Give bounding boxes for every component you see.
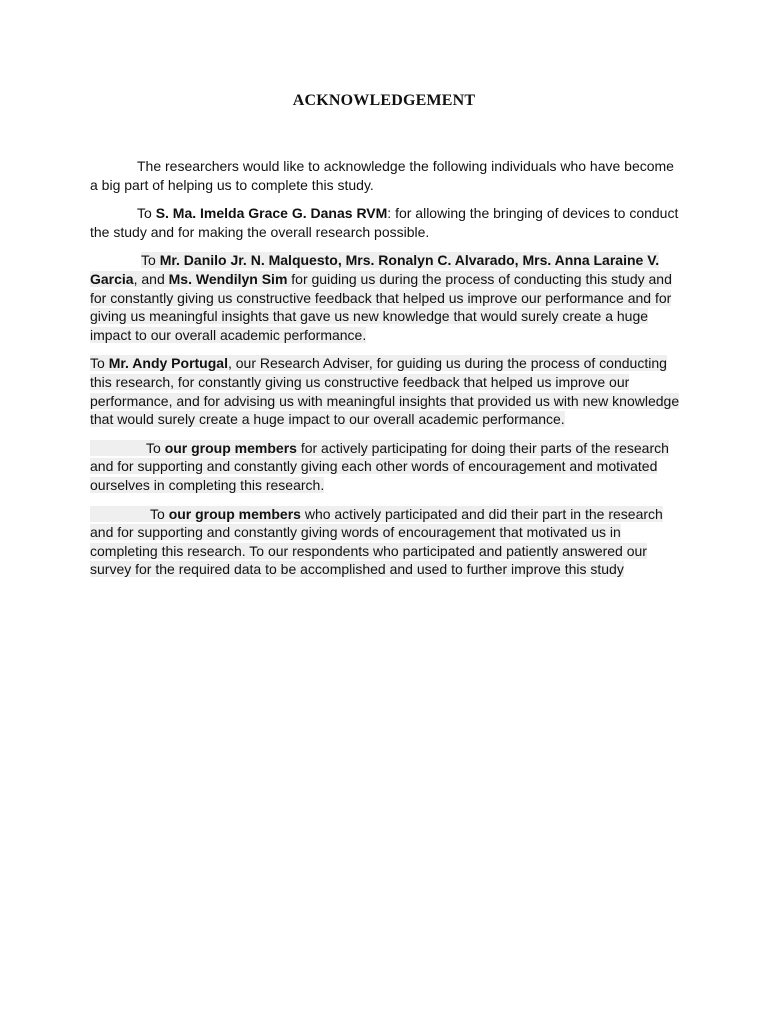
honoree-name: Ms. Wendilyn Sim: [168, 270, 288, 287]
paragraph-intro: [90, 157, 680, 194]
honoree-names: Mr. Danilo Jr. N. Malquesto, Mrs. Ronalyn C. Alvarado, Mrs. Anna Laraine V. Garcia: [90, 252, 660, 287]
paragraph-lead: To: [137, 205, 156, 222]
paragraph-group-respondents: [90, 505, 680, 579]
paragraph-lead: To: [90, 355, 109, 372]
paragraph-connector: , and: [133, 270, 169, 287]
paragraph-text: for actively participating for doing their parts of the research and for supporting and constantly giving each other words of encouragement and motivated ourselves in completing this research.: [90, 439, 669, 493]
paragraph-text: : for allowing the bringing of devices to conduct the study and for making the overall research possible.: [90, 205, 679, 240]
paragraph-teachers: [90, 251, 680, 344]
honoree-name: our group members: [168, 505, 301, 522]
honoree-name: S. Ma. Imelda Grace G. Danas RVM: [155, 205, 388, 222]
document-body: [90, 157, 680, 589]
paragraph-lead: To: [150, 505, 169, 522]
paragraph-adviser: [90, 354, 680, 428]
paragraph-text: for guiding us during the process of conducting this study and for constantly giving us constructive feedback that helped us improve our performance and for giving us meaningful insights that gave us new knowledge that would surely create a huge impact to our overall academic performance.: [90, 270, 672, 343]
paragraph-lead: To: [146, 439, 165, 456]
honoree-name: Mr. Andy Portugal: [108, 355, 228, 372]
paragraph-text: who actively participated and did their part in the research and for supporting and constantly giving words of encouragement that motivated us in completing this research. To our respondents who participated and patiently answered our survey for the required data to be accomplished and used to further improve this study: [90, 505, 663, 578]
paragraph-danas: [90, 204, 680, 241]
honoree-name: our group members: [164, 439, 297, 456]
page-title: ACKNOWLEDGEMENT: [292, 92, 476, 109]
paragraph-text: , our Research Adviser, for guiding us during the process of conducting this research, for constantly giving us constructive feedback that helped us improve our performance, and for advising us with meaningful insights that provided us with new knowledge that would surely create a huge impact to our overall academic performance.: [90, 355, 680, 428]
paragraph-text: The researchers would like to acknowledge the following individuals who have become a big part of helping us to complete this study.: [90, 158, 674, 193]
paragraph-lead: To: [141, 252, 160, 269]
paragraph-group-members: [90, 439, 680, 495]
